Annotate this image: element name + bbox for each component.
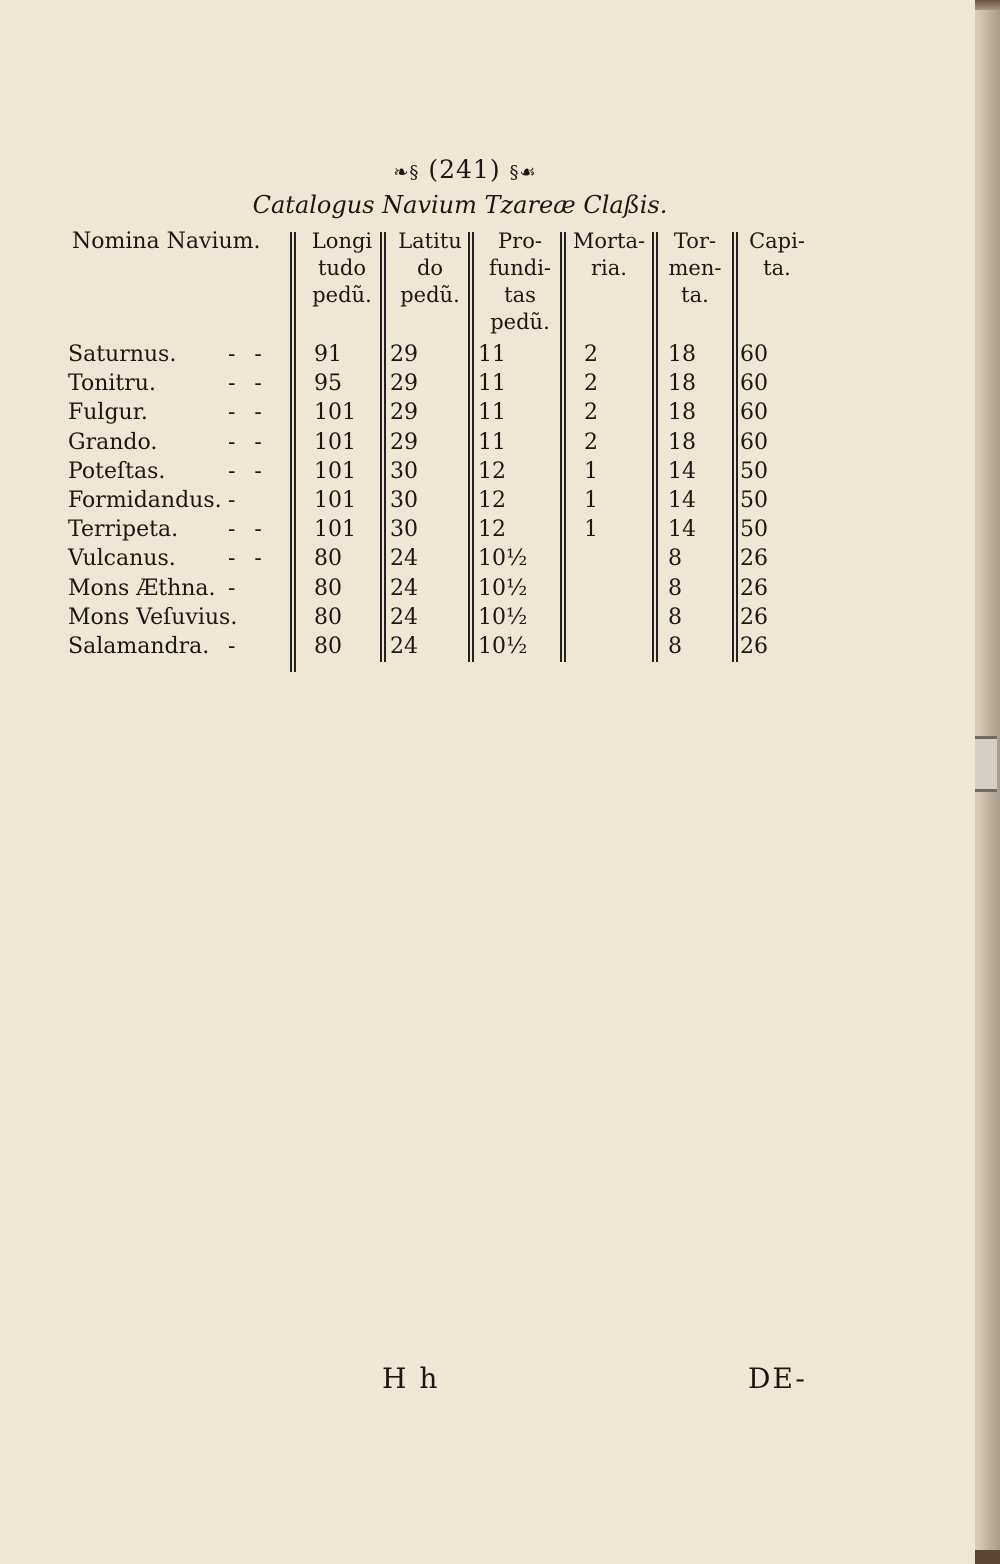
cell-tormenta: 18 xyxy=(668,371,696,397)
ship-name: Mons Veſuvius. xyxy=(68,604,238,630)
column-header-line: pedũ. xyxy=(490,310,550,334)
ship-name: Tonitru. xyxy=(68,371,156,397)
column-header-line: fundi- xyxy=(488,256,552,280)
cell-latitudo: 30 xyxy=(390,458,418,484)
column-header-line: tas xyxy=(504,283,536,307)
catchword: DE- xyxy=(748,1362,807,1395)
ship-name: Fulgur. xyxy=(68,400,148,426)
cell-capita: 50 xyxy=(740,488,768,513)
leader-dashes: - - xyxy=(228,546,268,572)
cell-profunditas: 11 xyxy=(478,342,506,367)
ship-name: Formidandus. xyxy=(68,488,222,513)
cell-longitudo: 101 xyxy=(314,429,356,455)
column-header-6 xyxy=(742,228,812,282)
cell-latitudo: 30 xyxy=(390,517,418,543)
column-header-line: Tor- xyxy=(673,229,717,253)
signature-mark: H h xyxy=(382,1362,440,1395)
leader-dashes: - - xyxy=(228,429,268,455)
column-header-1 xyxy=(302,228,382,309)
column-header-line: tudo xyxy=(317,256,367,280)
column-header-line: Mortа- xyxy=(572,229,646,253)
cell-tormenta: 18 xyxy=(668,400,696,426)
cell-capita: 50 xyxy=(740,458,768,484)
cell-mortaria: 2 xyxy=(584,371,598,397)
column-rule xyxy=(380,232,386,662)
ship-name: Mons Æthna. xyxy=(68,575,216,601)
column-header-line: Pro- xyxy=(498,229,542,253)
ornament-right-icon: §☙ xyxy=(509,162,537,183)
leader-dashes: - - xyxy=(228,342,268,367)
cell-mortaria: 2 xyxy=(584,429,598,455)
cell-tormenta: 8 xyxy=(668,546,682,572)
cell-tormenta: 8 xyxy=(668,575,682,601)
leader-dashes: - - xyxy=(228,517,268,543)
leader-dashes: - - xyxy=(228,458,268,484)
cell-profunditas: 10½ xyxy=(478,634,528,659)
ship-name: Terripeta. xyxy=(68,517,179,543)
column-header-line: Capi- xyxy=(749,229,805,253)
cell-latitudo: 24 xyxy=(390,604,418,630)
cell-profunditas: 10½ xyxy=(478,546,528,572)
cell-profunditas: 10½ xyxy=(478,604,528,630)
cell-capita: 60 xyxy=(740,371,768,397)
cell-mortaria: 1 xyxy=(584,458,598,484)
cell-capita: 60 xyxy=(740,342,768,367)
column-rule xyxy=(468,232,474,662)
cell-mortaria: 2 xyxy=(584,400,598,426)
cell-tormenta: 8 xyxy=(668,634,682,659)
cell-latitudo: 24 xyxy=(390,634,418,659)
column-header-2 xyxy=(390,228,470,309)
cell-profunditas: 12 xyxy=(478,517,506,543)
leader-dashes: - xyxy=(228,634,242,659)
cell-longitudo: 91 xyxy=(314,342,342,367)
ship-name: Salamandra. xyxy=(68,634,210,659)
leader-dashes: - - xyxy=(228,371,268,397)
cell-longitudo: 101 xyxy=(314,488,356,513)
cell-mortaria: 1 xyxy=(584,517,598,543)
cell-profunditas: 12 xyxy=(478,488,506,513)
cell-longitudo: 80 xyxy=(314,634,342,659)
column-rule xyxy=(290,232,296,672)
cell-longitudo: 101 xyxy=(314,400,356,426)
ornament-left-icon: ❧§ xyxy=(393,162,420,183)
column-rule xyxy=(560,232,566,662)
cell-mortaria: 2 xyxy=(584,342,598,367)
ship-name: Saturnus. xyxy=(68,342,177,367)
leader-dashes: - xyxy=(228,575,242,601)
column-header-line: do xyxy=(416,256,444,280)
ship-name: Vulcanus. xyxy=(68,546,176,572)
cell-capita: 26 xyxy=(740,604,768,630)
column-header-3 xyxy=(484,228,556,336)
cell-tormenta: 18 xyxy=(668,342,696,367)
cell-latitudo: 24 xyxy=(390,546,418,572)
column-header-line: men- xyxy=(668,256,722,280)
page-number-head xyxy=(355,155,575,184)
ship-name: Grando. xyxy=(68,429,158,455)
leader-dashes: - xyxy=(228,488,242,513)
cell-capita: 26 xyxy=(740,575,768,601)
cell-longitudo: 101 xyxy=(314,458,356,484)
column-header-line: ria. xyxy=(591,256,627,280)
cell-longitudo: 95 xyxy=(314,371,342,397)
column-header-0 xyxy=(72,228,290,255)
cell-profunditas: 11 xyxy=(478,371,506,397)
cell-longitudo: 80 xyxy=(314,604,342,630)
cell-tormenta: 8 xyxy=(668,604,682,630)
cell-latitudo: 29 xyxy=(390,429,418,455)
cell-longitudo: 80 xyxy=(314,575,342,601)
cell-tormenta: 14 xyxy=(668,458,696,484)
cell-capita: 60 xyxy=(740,400,768,426)
column-rule xyxy=(732,232,738,662)
cell-mortaria: 1 xyxy=(584,488,598,513)
cell-tormenta: 14 xyxy=(668,517,696,543)
table-caption: Catalogus Navium Tzareæ Claßis. xyxy=(252,191,668,219)
page-number: (241) xyxy=(428,155,501,184)
cell-latitudo: 24 xyxy=(390,575,418,601)
cell-latitudo: 29 xyxy=(390,400,418,426)
column-header-line: Latitu xyxy=(398,229,462,253)
cell-profunditas: 12 xyxy=(478,458,506,484)
cell-profunditas: 11 xyxy=(478,400,506,426)
cell-tormenta: 18 xyxy=(668,429,696,455)
cell-capita: 26 xyxy=(740,546,768,572)
column-header-line: Nomina Navium. xyxy=(72,229,261,254)
cell-profunditas: 10½ xyxy=(478,575,528,601)
column-header-line: pedũ. xyxy=(312,283,372,307)
cell-latitudo: 29 xyxy=(390,371,418,397)
cell-latitudo: 30 xyxy=(390,488,418,513)
cell-capita: 60 xyxy=(740,429,768,455)
cell-capita: 50 xyxy=(740,517,768,543)
leader-dashes: - - xyxy=(228,400,268,426)
cell-latitudo: 29 xyxy=(390,342,418,367)
column-rule xyxy=(652,232,658,662)
cell-longitudo: 101 xyxy=(314,517,356,543)
cell-longitudo: 80 xyxy=(314,546,342,572)
ship-name: Poteſtas. xyxy=(68,458,166,484)
column-header-line: ta. xyxy=(681,283,709,307)
cell-tormenta: 14 xyxy=(668,488,696,513)
column-header-4 xyxy=(568,228,650,282)
cell-profunditas: 11 xyxy=(478,429,506,455)
column-header-5 xyxy=(662,228,728,309)
column-header-line: pedũ. xyxy=(400,283,460,307)
column-header-line: ta. xyxy=(763,256,791,280)
cell-capita: 26 xyxy=(740,634,768,659)
column-header-line: Longi xyxy=(311,229,373,253)
